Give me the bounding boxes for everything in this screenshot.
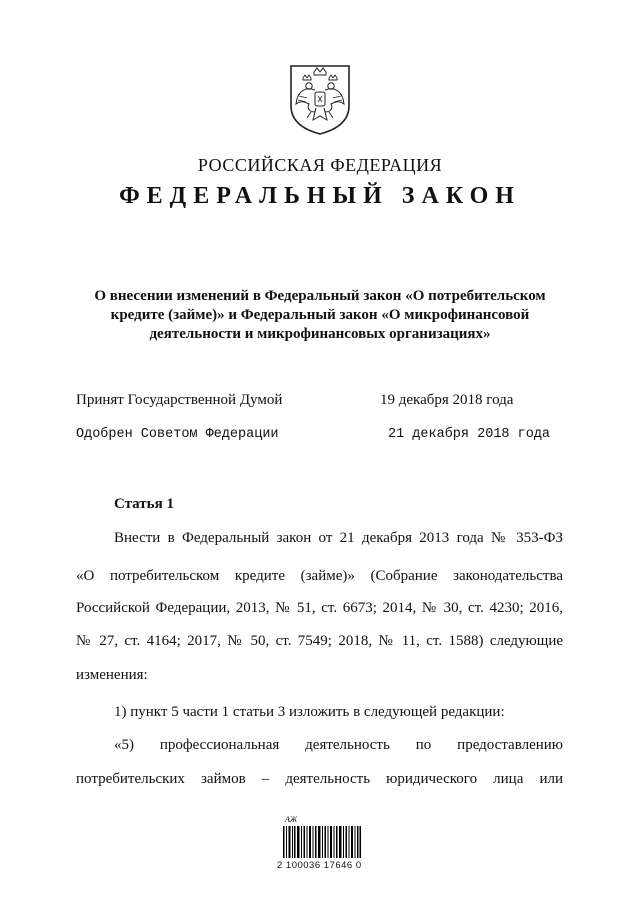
- article-body: [76, 530, 563, 830]
- article-heading: Статья 1: [114, 496, 174, 512]
- adopted-by-duma-date: 19 декабря 2018 года: [380, 392, 514, 408]
- approved-by-council-label: Одобрен Советом Федерации: [76, 427, 279, 442]
- barcode-number: 2 100036 17646 0: [277, 860, 362, 871]
- article-text-line: 1) пункт 5 части 1 статьи 3 изложить в следующей редакции:: [114, 704, 505, 720]
- law-title-line: деятельности и микрофинансовых организациях»: [149, 326, 491, 342]
- article-text-line: «О потребительском кредите (займе)» (Собрание законодательства: [76, 568, 563, 584]
- law-title-line: кредите (займе)» и Федеральный закон «О микрофинансовой: [110, 307, 530, 323]
- article-text-line: «5) профессиональная деятельность по предоставлению: [114, 737, 563, 753]
- adopted-by-duma-label: Принят Государственной Думой: [76, 392, 283, 408]
- coat-of-arms-icon: [287, 62, 353, 136]
- article-text-line: изменения:: [76, 667, 148, 683]
- article-text-line: Внести в Федеральный закон от 21 декабря 2013 года № 353-ФЗ: [114, 530, 563, 546]
- document-type-heading: ФЕДЕРАЛЬНЫЙ ЗАКОН: [119, 183, 521, 209]
- approved-by-council-date: 21 декабря 2018 года: [388, 427, 551, 442]
- article-text-line: потребительских займов – деятельность юридического лица или: [76, 771, 563, 787]
- barcode-icon: [283, 826, 361, 858]
- country-heading: РОССИЙСКАЯ ФЕДЕРАЦИЯ: [197, 155, 443, 175]
- law-title-line: О внесении изменений в Федеральный закон «О потребительском: [94, 288, 546, 304]
- law-title: [82, 287, 558, 344]
- article-text-line: Российской Федерации, 2013, № 51, ст. 6673; 2014, № 30, ст. 4230; 2016,: [76, 600, 563, 616]
- article-text-line: № 27, ст. 4164; 2017, № 50, ст. 7549; 2018, № 11, ст. 1588) следующие: [76, 633, 563, 649]
- barcode-signature: АЖ: [285, 815, 298, 824]
- barcode: [277, 815, 362, 875]
